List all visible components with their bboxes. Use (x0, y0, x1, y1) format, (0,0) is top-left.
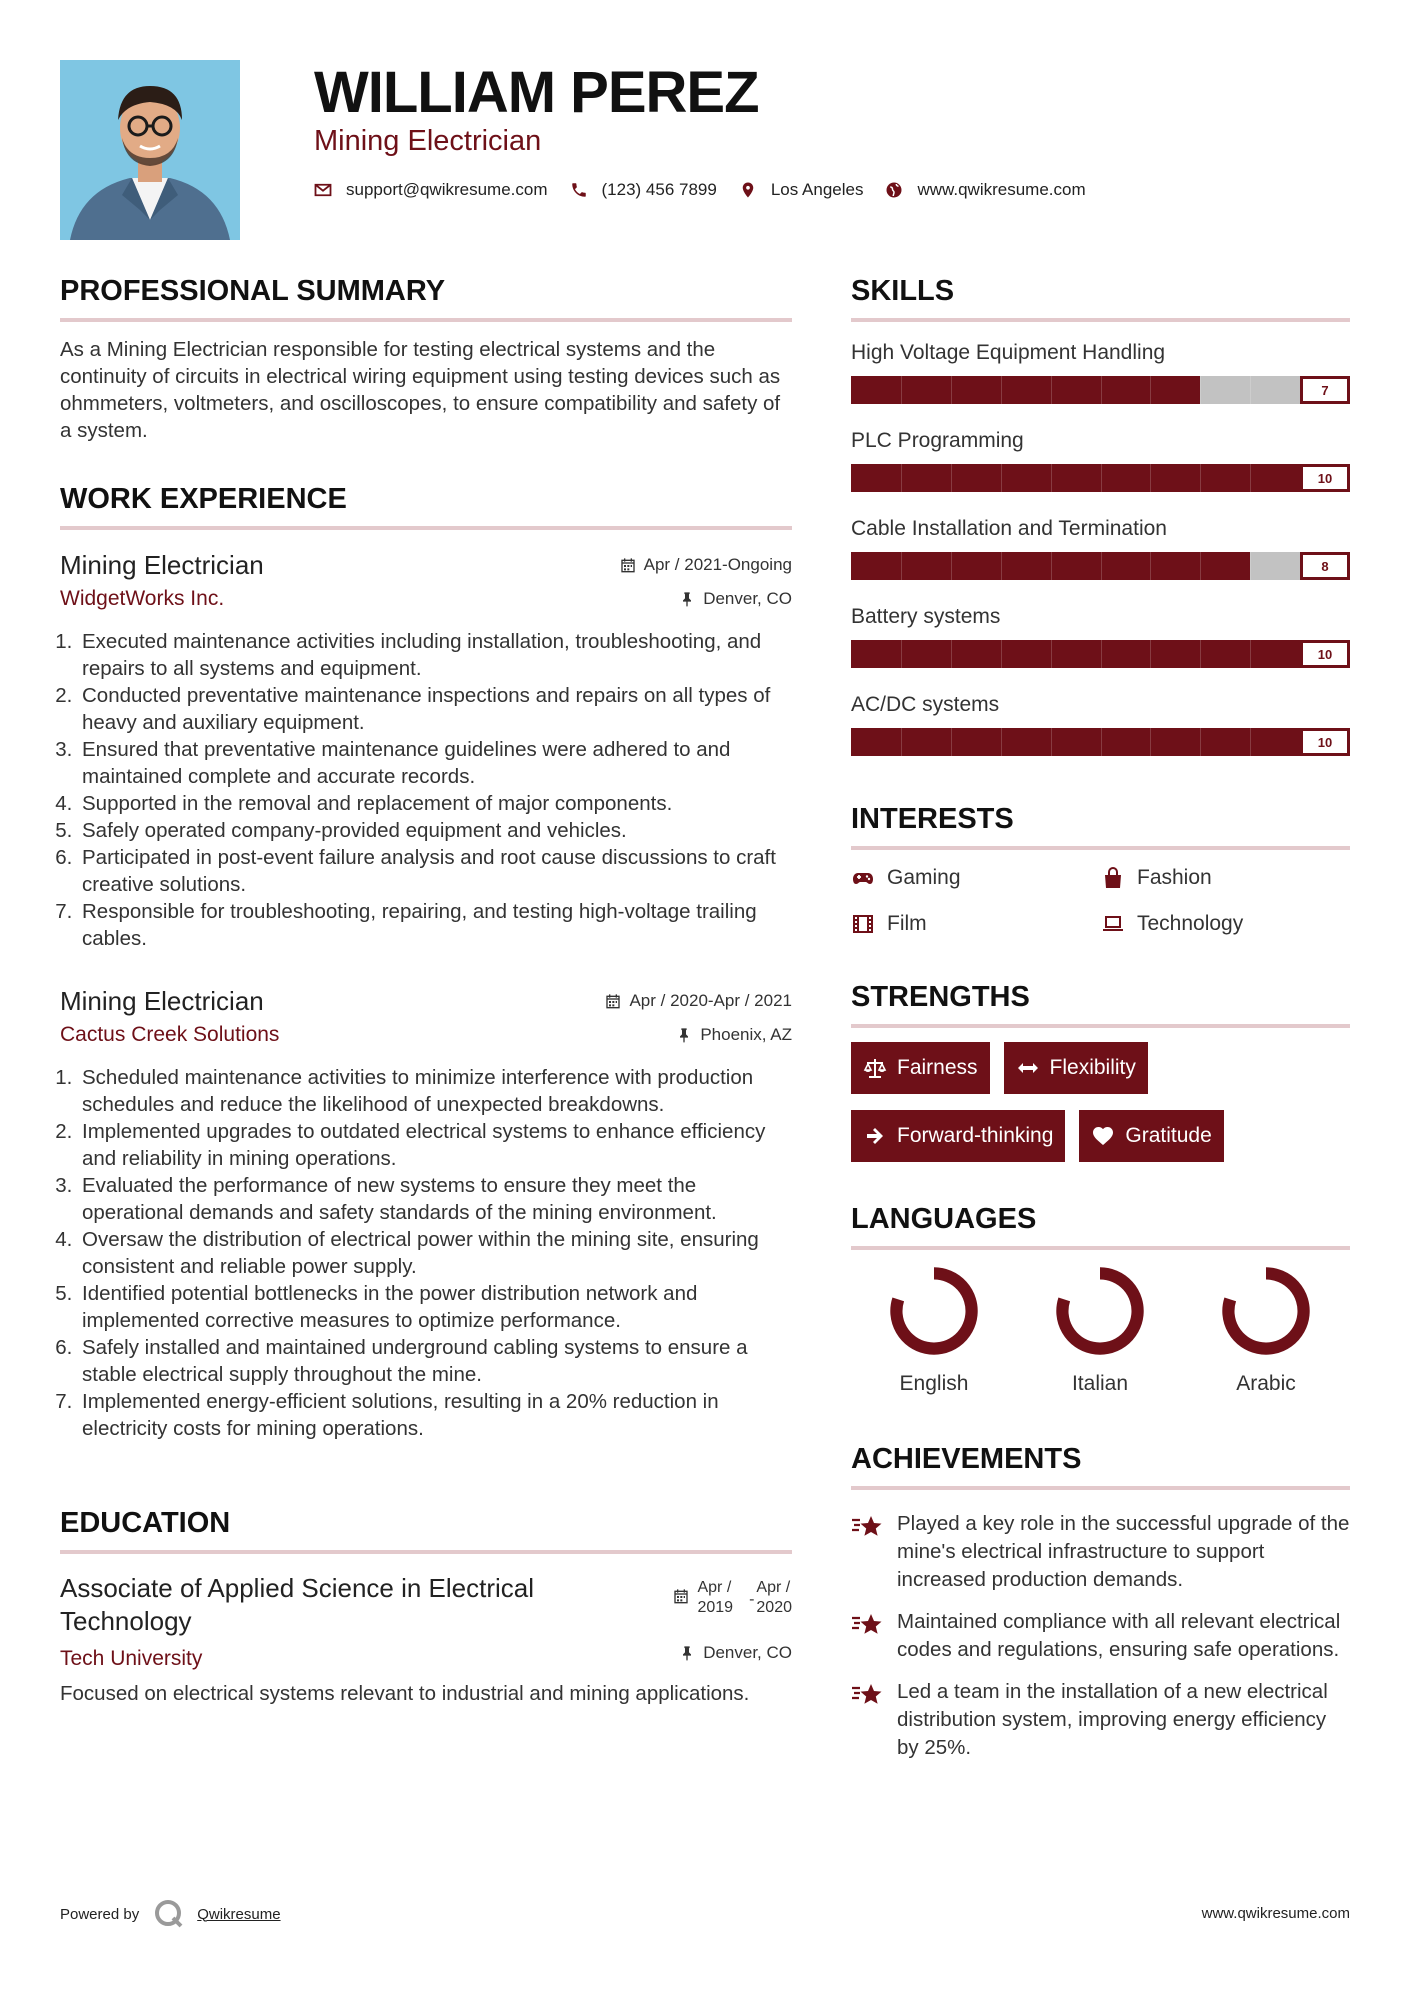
skill-bar-segment (1101, 464, 1102, 492)
skill-bar-segment (1150, 640, 1151, 668)
skill-level-badge: 8 (1300, 552, 1350, 580)
skill-bar-segment (951, 552, 952, 580)
languages-section (851, 1200, 1350, 1398)
skill-bar-segment (1051, 640, 1052, 668)
laptop-icon (1101, 912, 1125, 936)
skill-bar-segment (1101, 552, 1102, 580)
achievement-text: Played a key role in the successful upgrade of the mine's electrical infrastructure to support increased production demands. (897, 1512, 1350, 1591)
left-column (60, 272, 792, 1707)
skill-bar-segment (1250, 640, 1251, 668)
interest-item (851, 864, 1101, 892)
language-gauge-arc (1228, 1273, 1303, 1348)
skill-name: AC/DC systems (851, 693, 1000, 716)
candidate-title: Mining Electrician (314, 125, 542, 157)
education-degree: Associate of Applied Science in Electrical Technology (60, 1573, 535, 1636)
skill-bar-segment (1001, 728, 1002, 756)
skill-bar-segment (1101, 640, 1102, 668)
contact-phone-text: (123) 456 7899 (601, 180, 717, 199)
achievement-item (851, 1510, 1350, 1594)
experience-section (60, 480, 792, 1442)
languages-heading: LANGUAGES (851, 1200, 1350, 1250)
language-item (1017, 1264, 1183, 1398)
interest-label: Technology (1137, 912, 1244, 935)
profile-photo (60, 60, 240, 240)
interest-item (851, 910, 1101, 938)
skill-bar-segment (1200, 464, 1201, 492)
skill-bar-segment (1001, 376, 1002, 404)
interests-section (851, 800, 1350, 938)
footer-website[interactable]: www.qwikresume.com (1201, 1905, 1350, 1922)
skill-item (851, 338, 1350, 404)
skill-item (851, 602, 1350, 668)
contact-website[interactable] (885, 180, 1085, 200)
education-end-year: 2020 (756, 1599, 792, 1616)
skill-level-badge: 10 (1300, 728, 1350, 756)
job-bullet: 7. Implemented energy-efficient solutions, resulting in a 20% reduction in electricity costs for mining operations. (78, 1388, 792, 1442)
contact-email[interactable] (314, 180, 548, 200)
skill-bar-segment (951, 464, 952, 492)
skill-level-badge: 7 (1300, 376, 1350, 404)
job-company: WidgetWorks Inc. (60, 587, 225, 610)
shooting-star-icon (851, 1680, 885, 1710)
calendar-icon (620, 557, 636, 573)
education-start-year: 2019 (697, 1599, 734, 1616)
job-bullet: 3. Evaluated the performance of new systems to ensure they meet the operational demands and safety standards of the mining environment. (78, 1172, 792, 1226)
education-start (697, 1578, 733, 1618)
education-description: Focused on electrical systems relevant to industrial and mining applications. (60, 1682, 750, 1705)
job-bullets (60, 628, 792, 952)
skill-item (851, 426, 1350, 492)
language-gauge (1053, 1264, 1147, 1358)
summary-heading: PROFESSIONAL SUMMARY (60, 272, 792, 322)
strengths-section (851, 978, 1350, 1162)
pushpin-icon (679, 591, 695, 607)
strength-label: Gratitude (1125, 1124, 1212, 1147)
job-bullet: 1. Executed maintenance activities including installation, troubleshooting, and repairs to all systems and equipment. (78, 628, 792, 682)
skill-bar-segment (951, 728, 952, 756)
language-name: Italian (1071, 1372, 1129, 1395)
calendar-icon (673, 1588, 689, 1604)
map-pin-icon (739, 181, 757, 199)
skill-bar-segment (1150, 728, 1151, 756)
job-dates (605, 984, 792, 1018)
interests-heading: INTERESTS (851, 800, 1350, 850)
shooting-star-icon (851, 1512, 885, 1542)
job-bullet: 4. Supported in the removal and replacement of major components. (78, 790, 792, 817)
skill-level-badge: 10 (1300, 464, 1350, 492)
language-gauge (1219, 1264, 1313, 1358)
achievement-item (851, 1678, 1350, 1762)
interest-label: Gaming (887, 866, 961, 889)
skill-bar (851, 464, 1350, 492)
skill-name: PLC Programming (851, 429, 1024, 452)
skill-bar-segment (1051, 552, 1052, 580)
globe-icon (885, 181, 903, 199)
skill-bar-segment (1250, 464, 1251, 492)
contact-location (739, 180, 864, 200)
strength-tag (851, 1110, 1065, 1162)
skill-bar-segment (901, 464, 902, 492)
strength-label: Flexibility (1049, 1056, 1136, 1079)
achievement-text: Maintained compliance with all relevant electrical codes and regulations, ensuring safe operations. (897, 1610, 1341, 1661)
skill-bar-segment (1250, 728, 1251, 756)
job-bullet: 4. Oversaw the distribution of electrical power within the mining site, ensuring consistent and reliable power supply. (78, 1226, 792, 1280)
job-title: Mining Electrician (60, 986, 264, 1016)
skill-bar-segment (1200, 376, 1201, 404)
education-school: Tech University (60, 1647, 203, 1670)
job-dates-text: Apr / 2021-Ongoing (643, 555, 792, 574)
skill-bar-segment (1150, 376, 1151, 404)
education-start-month: Apr / (697, 1579, 732, 1596)
skill-bar-segment (1001, 640, 1002, 668)
skills-heading: SKILLS (851, 272, 1350, 322)
balance-scale-icon (863, 1056, 887, 1080)
education-end-month: Apr / (756, 1579, 791, 1596)
strength-tag (1079, 1110, 1223, 1162)
job-bullet: 7. Responsible for troubleshooting, repairing, and testing high-voltage trailing cables. (78, 898, 792, 952)
education-location-text: Denver, CO (703, 1643, 792, 1662)
job-bullet: 5. Safely operated company-provided equipment and vehicles. (78, 817, 792, 844)
job-dates-text: Apr / 2020-Apr / 2021 (629, 991, 792, 1010)
arrow-right-icon (863, 1124, 887, 1148)
job-bullet: 1. Scheduled maintenance activities to minimize interference with production schedules and reduce the likelihood of unexpected breakdowns. (78, 1064, 792, 1118)
job-dates (620, 548, 792, 582)
education-dates (673, 1578, 792, 1618)
achievements-section (851, 1440, 1350, 1762)
language-item (1183, 1264, 1349, 1398)
contact-bar (314, 178, 1108, 202)
job-bullet: 6. Participated in post-event failure analysis and root cause discussions to craft creative solutions. (78, 844, 792, 898)
skill-bar (851, 728, 1350, 756)
skill-bar-segment (1150, 552, 1151, 580)
skill-bar (851, 640, 1350, 668)
envelope-icon (314, 181, 332, 199)
skill-bar-segment (1250, 376, 1251, 404)
pushpin-icon (676, 1027, 692, 1043)
achievement-text: Led a team in the installation of a new electrical distribution system, improving energy efficiency by 25%. (897, 1680, 1328, 1759)
summary-text: As a Mining Electrician responsible for testing electrical systems and the continuity of circuits in electrical wiring equipment using testing devices such as ohmmeters, voltmeters, and oscilloscopes, to ensure compatibility and safety of a system. (60, 338, 781, 442)
candidate-name: WILLIAM PEREZ (314, 60, 759, 125)
strength-label: Forward-thinking (897, 1124, 1054, 1147)
achievements-heading: ACHIEVEMENTS (851, 1440, 1350, 1490)
heart-icon (1091, 1124, 1115, 1148)
skill-name: High Voltage Equipment Handling (851, 341, 1166, 364)
job-bullet: 2. Implemented upgrades to outdated electrical systems to enhance efficiency and reliability in mining operations. (78, 1118, 792, 1172)
strength-tag (851, 1042, 990, 1094)
skill-bar-segment (1101, 376, 1102, 404)
job-bullet: 5. Identified potential bottlenecks in the power distribution network and implemented corrective measures to optimize performance. (78, 1280, 792, 1334)
powered-by-label: Powered by (60, 1905, 140, 1923)
skill-bar-segment (1101, 728, 1102, 756)
interest-item (1101, 910, 1350, 938)
job-location (620, 582, 792, 616)
qwikresume-logo-icon (153, 1898, 185, 1930)
education-end (756, 1578, 792, 1618)
qwikresume-link[interactable]: Qwikresume (197, 1905, 281, 1923)
skill-bar-segment (1200, 552, 1201, 580)
interest-label: Fashion (1137, 866, 1212, 889)
skill-bar-segment (1051, 464, 1052, 492)
skill-bar-segment (1200, 640, 1201, 668)
job-entry (60, 984, 792, 1442)
skill-bar-segment (901, 728, 902, 756)
strength-tag (1004, 1042, 1148, 1094)
skill-bar-segment (901, 552, 902, 580)
skill-item (851, 690, 1350, 756)
phone-icon (570, 181, 588, 199)
gamepad-icon (851, 866, 875, 890)
skill-level-badge: 10 (1300, 640, 1350, 668)
skill-name: Cable Installation and Termination (851, 517, 1167, 540)
skill-bar (851, 552, 1350, 580)
language-gauge-arc (896, 1273, 971, 1348)
strength-label: Fairness (897, 1056, 978, 1079)
achievement-item (851, 1608, 1350, 1664)
job-location-text: Denver, CO (703, 589, 792, 608)
skill-bar-segment (1051, 376, 1052, 404)
contact-phone[interactable] (570, 180, 717, 200)
portrait-illustration (60, 60, 240, 240)
pushpin-icon (679, 1645, 695, 1661)
job-location (605, 1018, 792, 1052)
skill-bar-segment (901, 640, 902, 668)
arrows-horizontal-icon (1016, 1056, 1040, 1080)
skill-bar-segment (1200, 728, 1201, 756)
summary-section (60, 272, 792, 444)
job-bullets (60, 1064, 792, 1442)
calendar-icon (605, 993, 621, 1009)
skill-item (851, 514, 1350, 580)
experience-heading: WORK EXPERIENCE (60, 480, 792, 530)
education-section (60, 1504, 792, 1707)
strengths-heading: STRENGTHS (851, 978, 1350, 1028)
skill-bar-segment (1051, 728, 1052, 756)
contact-email-text: support@qwikresume.com (346, 180, 548, 199)
skill-bar-segment (901, 376, 902, 404)
job-bullet: 6. Safely installed and maintained underground cabling systems to ensure a stable electrical supply throughout the mine. (78, 1334, 792, 1388)
shooting-star-icon (851, 1610, 885, 1640)
language-name: Arabic (1236, 1372, 1296, 1395)
skill-bar (851, 376, 1350, 404)
interest-label: Film (887, 912, 927, 935)
skill-name: Battery systems (851, 605, 1001, 628)
language-name: English (899, 1372, 969, 1395)
shopping-bag-icon (1101, 866, 1125, 890)
skill-bar-fill (851, 376, 1200, 404)
contact-website-text: www.qwikresume.com (917, 180, 1086, 199)
skill-bar-segment (1001, 552, 1002, 580)
footer-powered-by (60, 1898, 281, 1930)
language-item (851, 1264, 1017, 1398)
language-gauge-arc (1062, 1273, 1137, 1348)
job-bullet: 2. Conducted preventative maintenance inspections and repairs on all types of heavy and auxiliary equipment. (78, 682, 792, 736)
education-heading: EDUCATION (60, 1504, 792, 1554)
right-column (851, 272, 1350, 1776)
skill-bar-segment (951, 376, 952, 404)
skill-bar-segment (1001, 464, 1002, 492)
education-date-separator: - (749, 1591, 755, 1608)
job-title: Mining Electrician (60, 550, 264, 580)
skill-bar-segment (951, 640, 952, 668)
language-gauge (887, 1264, 981, 1358)
education-location (673, 1636, 792, 1670)
job-entry (60, 548, 792, 952)
skills-section (851, 272, 1350, 756)
interest-item (1101, 864, 1350, 892)
job-location-text: Phoenix, AZ (700, 1025, 792, 1044)
job-company: Cactus Creek Solutions (60, 1023, 280, 1046)
contact-location-text: Los Angeles (770, 180, 864, 199)
film-icon (851, 912, 875, 936)
skill-bar-segment (1250, 552, 1251, 580)
skills-list (851, 338, 1350, 756)
skill-bar-segment (1150, 464, 1151, 492)
job-bullet: 3. Ensured that preventative maintenance guidelines were adhered to and maintained complete and accurate records. (78, 736, 792, 790)
